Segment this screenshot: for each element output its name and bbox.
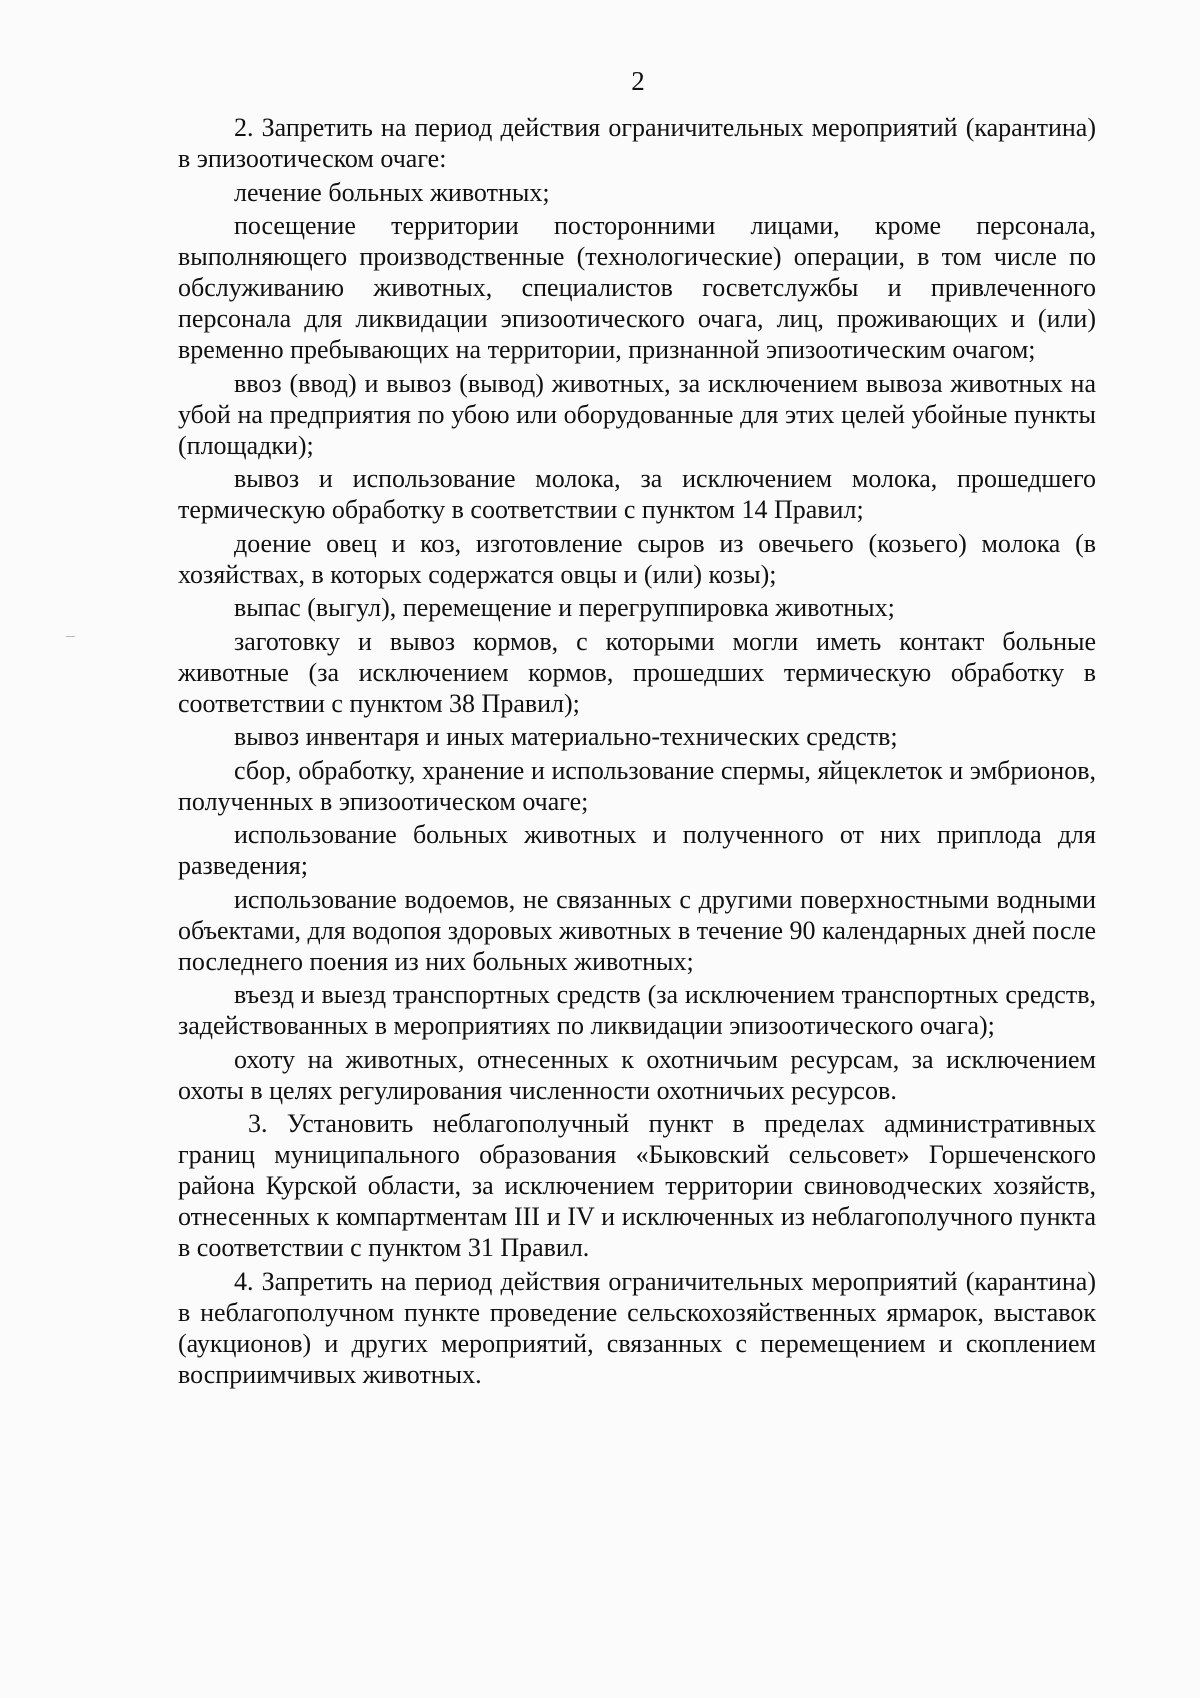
scan-mark xyxy=(66,636,75,637)
list-item-inventory: вывоз инвентаря и иных материально-технических средств; xyxy=(234,722,898,751)
list-item-water-bodies: использование водоемов, не связанных с другими поверхностными водными объектами, для водопоя здоровых животных в течение 90 календарных дней после последнего поения из них больных животных; xyxy=(178,884,1096,976)
list-item-treatment: лечение больных животных; xyxy=(234,177,550,207)
list-item-import-export-animals: ввоз (ввод) и вывоз (вывод) животных, за исключением вывоза животных на убой на предприятия по убою или оборудованные для этих целей убойные пункты (площадки); xyxy=(178,368,1096,460)
list-item-breeding: использование больных животных и полученного от них приплода для разведения; xyxy=(178,820,1096,880)
paragraph-item-2-prohibition: 2. Запретить на период действия ограничительных мероприятий (карантина) в эпизоотическом очаге: xyxy=(178,113,1096,173)
paragraph-item-4-prohibition: 4. Запретить на период действия ограничительных мероприятий (карантина) в неблагополучном пункте проведение сельскохозяйственных ярмарок, выставок (аукционов) и других мероприятий, связанных с перемещением и скоплением восприимчивых животных. xyxy=(178,1266,1096,1389)
list-item-vehicles: въезд и выезд транспортных средств (за исключением транспортных средств, задействованных в мероприятиях по ликвидации эпизоотического очага); xyxy=(178,980,1096,1040)
list-item-grazing: выпас (выгул), перемещение и перегруппировка животных; xyxy=(234,593,895,622)
page-number: 2 xyxy=(631,66,645,96)
list-item-milking: доение овец и коз, изготовление сыров из овечьего (козьего) молока (в хозяйствах, в которых содержатся овцы и (или) козы); xyxy=(178,528,1096,589)
document-body xyxy=(178,112,1096,1392)
list-item-hunting: охоту на животных, отнесенных к охотничьим ресурсам, за исключением охоты в целях регулирования численности охотничьих ресурсов. xyxy=(178,1044,1096,1105)
list-item-feed: заготовку и вывоз кормов, с которыми могли иметь контакт больные животные (за исключением кормов, прошедших термическую обработку в соответствии с пунктом 38 Правил); xyxy=(178,626,1096,718)
list-item-sperm: сбор, обработку, хранение и использование спермы, яйцеклеток и эмбрионов, полученных в эпизоотическом очаге; xyxy=(178,755,1096,816)
list-item-milk: вывоз и использование молока, за исключением молока, прошедшего термическую обработку в соответствии с пунктом 14 Правил; xyxy=(178,464,1096,524)
paragraph-item-3-establish: 3. Установить неблагополучный пункт в пределах административных границ муниципального образования «Быковский сельсовет» Горшеченского района Курской области, за исключением территории свиноводческих хозяйств, отнесенных к компартментам III и IV и исключенных из неблагополучного пункта в соответствии с пунктом 31 Правил. xyxy=(178,1109,1096,1262)
list-item-visiting: посещение территории посторонними лицами, кроме персонала, выполняющего производственные (технологические) операции, в том числе по обслуживанию животных, специалистов госветслужбы и привлеченного персонала для ликвидации эпизоотического очага, лиц, проживающих и (или) временно пребывающих на территории, признанной эпизоотическим очагом; xyxy=(178,211,1096,364)
